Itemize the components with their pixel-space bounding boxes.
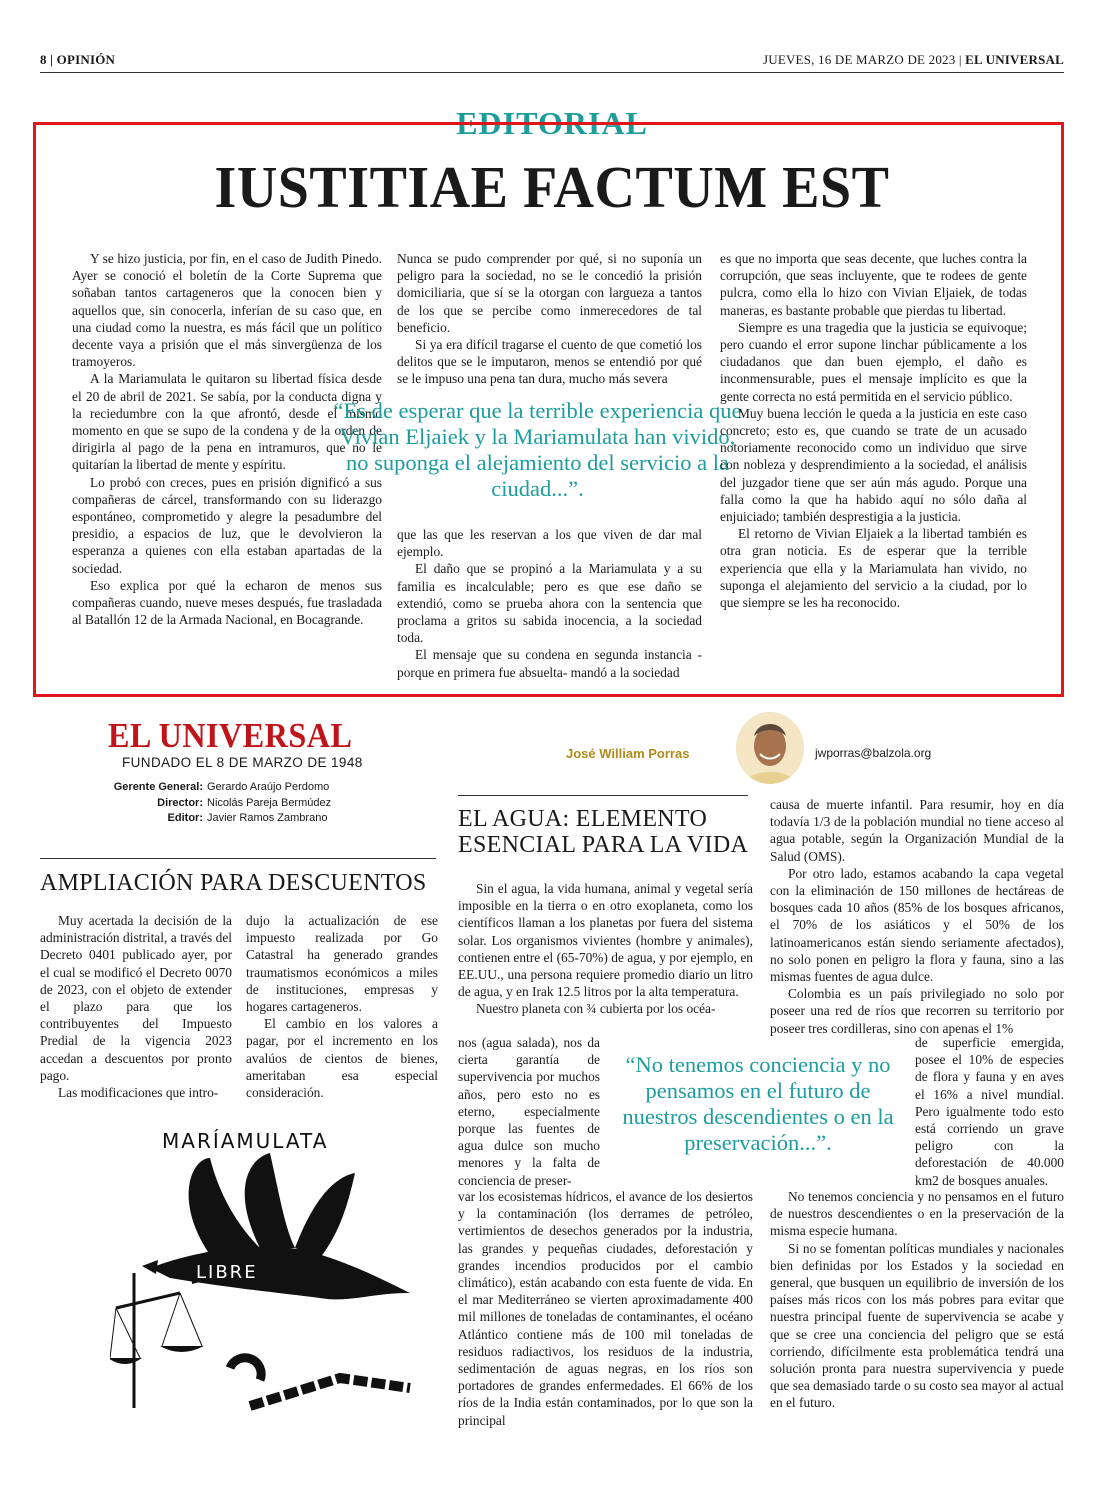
paragraph: nos (agua salada), nos da cierta garantía de supervivencia por muchos años, pero esto no es eterno, especialmente porque las fuentes de agua dulce son mucho menores y la falta de conciencia de preser- (458, 1035, 600, 1188)
column-1-top (458, 880, 753, 1018)
descuentos-column-2 (246, 912, 438, 1101)
editorial-headline: IUSTITIAE FACTUM EST (214, 155, 890, 221)
paragraph: Siempre es una tragedia que la justicia se equivoque; pero cuando el error supone linchar públicamente a los ciudadanos que dan buen ejemplo, el daño es inconmensurable, pues el mensaje implícito es que la gente correcta no está permitida en el servicio público. (720, 319, 1027, 404)
staff-box (100, 780, 360, 827)
descuentos-column-1 (40, 912, 232, 1101)
paragraph: A la Mariamulata le quitaron su libertad física desde el 20 de abril de 2021. Se sabía, por la conducta digna y la reciedumbre con la que afrontó, desde el mismo momento en que se supo de la condena y de la orden de dirigirla al pago de la pena en intramuros, que no le quitarían la libertad de mente y espíritu. (72, 371, 382, 473)
column-1-bottom (458, 1188, 753, 1429)
paragraph: Eso explica por qué la echaron de menos sus compañeras cuando, nueve meses después, fue trasladada al Batallón 12 de la Armada Nacional, en Bocagrande. (72, 577, 382, 628)
section-name: OPINIÓN (56, 52, 116, 67)
section-rule (458, 795, 748, 796)
paragraph: causa de muerte infantil. Para resumir, hoy en día todavía 1/3 de la población mundial no tiene acceso al agua potable, según la Organización Mundial de la Salud (OMS). (770, 797, 1064, 864)
paragraph: No tenemos conciencia y no pensamos en el futuro de nuestros descendientes o en la preservación de la misma especie humana. (770, 1189, 1064, 1239)
paragraph: que las que les reservan a los que viven de dar mal ejemplo. (397, 527, 702, 560)
staff-line: Director: Nicolás Pareja Bermúdez (157, 796, 332, 809)
paragraph: es que no importa que seas decente, que luches contra la corrupción, que seas incluyente, que te rodees de gente pulcra, como ella lo hizo con Vivian Eljaiek, de todas maneras, es bastante probable que pierdas tu libertad. (720, 251, 1027, 318)
paragraph: Nuestro planeta con ¾ cubierta por los océa- (476, 1001, 716, 1017)
paragraph: var los ecosistemas hídricos, el avance de los desiertos y la contaminación (los derrames de petróleo, vertimientos de desechos generados por la industria, las grandes y pequeñas ciudades, deforestación y grandes incendios producidos por el cambio climático), están acabando con esta fuente de vida. En el mar Mediterráneo se vierten aproximadamente 400 mil millones de toneladas de contaminantes, el océano Atlántico contiene más de 100 mil toneladas de residuos radiactivos, los residuos de la industria, sedimentación de aguas negras, en los ríos son portadores de grandes enfermedades. El 66% de los ríos de la India están contaminados, por lo que son la principal (458, 1189, 753, 1428)
masthead-name: EL UNIVERSAL (108, 716, 353, 755)
paragraph: El mensaje que su condena en segunda instancia -porque en primera fue absuelta- mandó a la sociedad (397, 647, 702, 680)
column-author: José William Porras (566, 746, 690, 761)
cartoon-title: MARÍAMULATA (162, 1129, 329, 1153)
paragraph: Muy buena lección le queda a la justicia en este caso concreto; esto es, que cuando se trate de un acusado notoriamente reconocido como un individuo que sirve con nobleza y desprendimiento a la sociedad, el análisis del juzgador tiene que ser aún más agudo. Porque una falla como la que ha habido aquí no sólo daña al enjuiciado; también desprestigia a la justicia. (720, 405, 1027, 525)
cartoon-illustration (110, 1118, 440, 1418)
paragraph: Por otro lado, estamos acabando la capa vegetal con la eliminación de 150 millones de hectáreas de bosques cada 10 años (85% de los bosques africanos, el 70% de los asiáticos y el 50% de los latinoamericanos están siendo seriamente afectados), no solo ponen en peligro la flora y fauna, sino a las mismas fuentes de agua dulce. (770, 865, 1064, 985)
paragraph: El daño que se propinó a la Mariamulata y a su familia es incalculable; pero es que ese daño se extendió, como se prueba ahora con la sentencia que proclama a gritos su sabida inocencia, a la sociedad toda. (397, 561, 702, 646)
masthead-founded: FUNDADO EL 8 DE MARZO DE 1948 (122, 755, 363, 770)
issue-date: JUEVES, 16 DE MARZO DE 2023 (762, 52, 956, 67)
paper-name: EL UNIVERSAL (965, 52, 1064, 67)
editorial-column-2-bottom (397, 526, 702, 681)
column-pullquote: “No tenemos conciencia y no pensamos en el futuro de nuestros descendientes o en la preservación...”. (622, 1052, 894, 1155)
top-rule (40, 72, 1064, 73)
paragraph: Nunca se pudo comprender por qué, si no suponía un peligro para la sociedad, no se le concedió la prisión domiciliaria, que sí se la otorgan con largueza a tantos de los que se percibe como inmerecedores de tal beneficio. (397, 251, 702, 335)
section-rule (40, 858, 436, 859)
avatar (736, 712, 804, 784)
paragraph: Las modificaciones que intro- (58, 1085, 219, 1101)
editorial-column-3 (720, 250, 1027, 611)
paragraph: El retorno de Vivian Eljaiek a la libertad también es otra gran noticia. Es de esperar que la terrible experiencia que ella y la Mariamulata han vivido, no suponga el alejamiento del servicio a la ciudad, por lo que siempre se les ha reconocido. (720, 526, 1027, 611)
paragraph: Colombia es un país privilegiado no solo por poseer una red de ríos que recorren su territorio por poseer tres cordilleras, sino con apenas el 1% (770, 986, 1064, 1036)
staff-line: Gerente General: Gerardo Araújo Perdomo (113, 781, 330, 793)
page-folio: 8 | OPINIÓN (40, 52, 116, 67)
paragraph: Y se hizo justicia, por fin, en el caso de Judith Pinedo. Ayer se conoció el boletín de la Corte Suprema que soñaban tantos cartageneros que la conocen bien y aquellos que, sin conocerla, inferían de su caso que, en una ciudad como la nuestra, es más fácil que un político decente vaya a prisión que el más sinvergüenza de los tramoyeros. (72, 251, 382, 370)
paragraph: Sin el agua, la vida humana, animal y vegetal sería imposible en la tierra o en otro exoplaneta, como los científicos llaman a los planetas por fuera del sistema solar. Los organismos vivientes (hombre y animales), contienen entre el (65-70%) de agua, y por ejemplo, en EE.UU., una persona requiere promedio diario un litro de agua, y en Irak 12.5 litros por la alta temperatura. (458, 881, 753, 1000)
descuentos-title: AMPLIACIÓN PARA DESCUENTOS (40, 870, 427, 896)
column-title: EL AGUA: ELEMENTO ESENCIAL PARA LA VIDA (458, 806, 749, 858)
paragraph: Si ya era difícil tragarse el cuento de que cometió los delitos que se le imputaron, menos se entendió por qué se le impuso una pena tan dura, mucho más severa (397, 337, 702, 387)
column-2-narrow (915, 1034, 1064, 1189)
editorial-pullquote: “Es de esperar que la terrible experiencia que Vivian Eljaiek y la Mariamulata han vivido, no suponga el alejamiento del servicio a la ciudad...”. (333, 398, 742, 501)
paragraph: de superficie emergida, posee el 10% de especies de flora y fauna y en aves el 16% a nivel mundial. Pero igualmente todo esto está corriendo un grave peligro con la deforestación de 40.000 km2 de bosques anuales. (915, 1035, 1064, 1188)
author-portrait-icon (736, 712, 804, 784)
column-2-bottom (770, 1188, 1064, 1412)
staff-line: Editor: Javier Ramos Zambrano (167, 812, 328, 824)
column-2-top (770, 796, 1064, 1037)
paragraph: El cambio en los valores a pagar, por el incremento en los avalúos de cientos de bienes, ameritaban esa especial consideración. (246, 1016, 438, 1101)
column-1-narrow (458, 1034, 600, 1189)
paragraph: Si no se fomentan políticas mundiales y nacionales bien definidas por los Estados y la sociedad en general, que busquen un equilibrio de inversión de los países más ricos con los más pobres para evitar que nuestra principal fuente de supervivencia se acabe y que se cree una conciencia del peligro que se está corriendo, difícilmente esta problemática tendrá una solución pronta para nuestra supervivencia y puede que sea demasiado tarde o su costo sea mayor al actual en el futuro. (770, 1240, 1064, 1411)
editorial-kicker: EDITORIAL (456, 105, 648, 141)
paragraph: Lo probó con creces, pues en prisión dignificó a sus compañeras de cárcel, transformando con su liderazgo espontáneo, comprometido y alegre la pesadumbre del presidio, a espacios de luz, que le devolvieron la esperanza a quienes con ella estaban apartadas de la sociedad. (72, 474, 382, 576)
paragraph: dujo la actualización de ese impuesto realizada por Go Catastral ha generado grandes traumatismos económicos a miles de instituciones, empresas y hogares cartageneros. (246, 913, 438, 1015)
column-author-email: jwporras@balzola.org (815, 746, 932, 760)
cartoon-banner: LIBRE (196, 1262, 258, 1283)
page-number: 8 (40, 52, 47, 67)
cartoon-bird-scale-icon (110, 1118, 440, 1418)
page-date-line: JUEVES, 16 DE MARZO DE 2023 | EL UNIVERSAL (762, 52, 1064, 67)
paragraph: Muy acertada la decisión de la administración distrital, a través del Decreto 0401 publicado ayer, por el cual se modificó el Decreto 0070 de 2023, con el objeto de extender el plazo para que los contribuyentes del Impuesto Predial de la vigencia 2023 accedan a descuentos por pronto pago. (40, 913, 232, 1083)
editorial-column-2-top (397, 250, 702, 388)
